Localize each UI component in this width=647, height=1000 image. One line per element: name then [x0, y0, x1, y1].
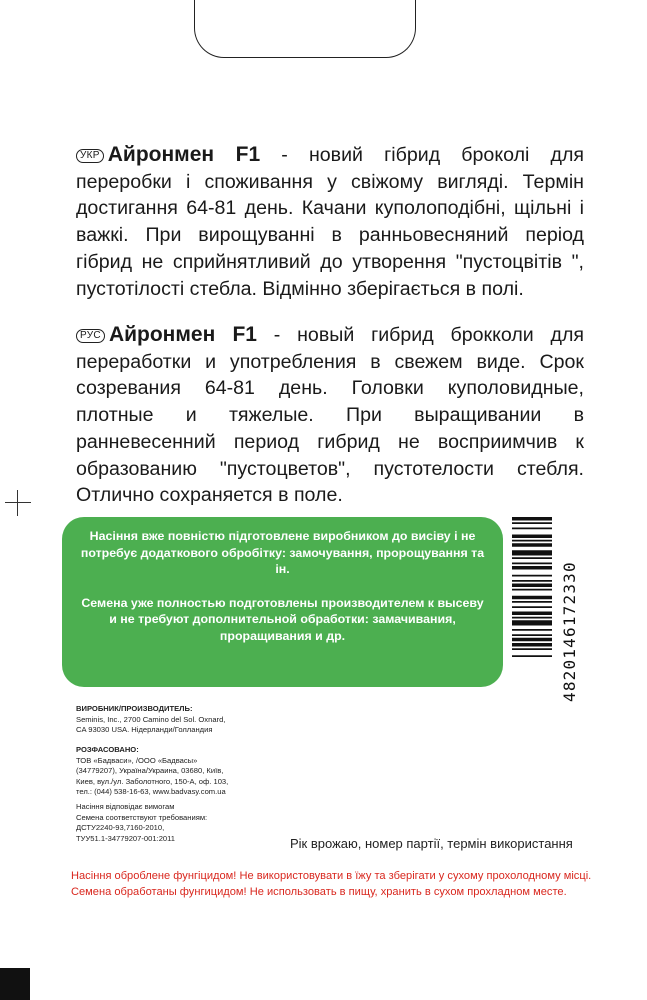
lang-badge-ukr: УКР — [76, 149, 104, 163]
barcode-bar — [512, 620, 552, 625]
barcode — [512, 517, 582, 702]
packer-label: РОЗФАСОВАНО: — [76, 745, 139, 754]
batch-info: Рік врожаю, номер партії, термін використання — [290, 836, 573, 851]
barcode-bar — [512, 580, 552, 582]
barcode-bar — [512, 528, 552, 530]
product-name-ukr: Айронмен F1 — [107, 143, 261, 166]
barcode-bar — [512, 540, 552, 542]
barcode-digits: 4820146172330 — [560, 561, 579, 702]
compliance-line: Семена соответствуют требованиям: — [76, 812, 208, 822]
compliance-line: Насіння відповідає вимогам — [76, 802, 175, 811]
seed-treatment-box — [62, 517, 503, 687]
barcode-bar — [512, 638, 552, 642]
packer-line: Киев, вул./ул. Заболотного, 150-А, оф. 103, — [76, 776, 229, 786]
barcode-bar — [512, 543, 552, 547]
description-text-rus: - новый гибрид брокколи для переработки и употребления в свежем виде. Срок созревания 64-81 день. Головки куполовидные, плотные и тяжелые. При выращивании в ранневесенний период гибрид не восприимчив к образованию "пустоцветов", пустотелости стебля. Отлично сохраняется в поле. — [76, 324, 584, 507]
barcode-bar — [512, 550, 552, 555]
barcode-bar — [512, 557, 552, 559]
seed-treatment-text-rus: Семена уже полностью подготовлены производителем к высеву и не требуют дополнительной обработки: замачивания, проращивания и др. — [81, 595, 484, 643]
barcode-bar — [512, 566, 552, 570]
barcode-bar — [512, 634, 552, 636]
barcode-bar — [512, 612, 552, 616]
lang-badge-rus: РУС — [76, 329, 105, 343]
corner-mark — [0, 968, 30, 1000]
description-russian — [76, 322, 584, 509]
producer-info — [76, 704, 376, 736]
barcode-bars — [512, 517, 554, 702]
producer-line: CA 93030 USA. Нідерланди/Голландия — [76, 725, 213, 735]
barcode-bar — [512, 648, 552, 650]
barcode-bar — [512, 589, 552, 591]
producer-label: ВИРОБНИК/ПРОИЗВОДИТЕЛЬ: — [76, 704, 193, 713]
description-ukrainian — [76, 142, 584, 302]
registration-crosshair-icon — [5, 490, 31, 516]
barcode-bar — [512, 617, 552, 619]
barcode-bar — [512, 563, 552, 565]
seed-treatment-text-ukr: Насіння вже повністю підготовлене виробником до висіву і не потребує додаткового обробітку: замочування, пророщування та ін. — [80, 529, 485, 577]
compliance-line: ДСТУ2240-93,7160-2010, — [76, 823, 165, 833]
product-name-rus: Айронмен F1 — [108, 323, 257, 346]
barcode-bar — [512, 655, 552, 657]
barcode-bar — [512, 643, 552, 647]
barcode-bar — [512, 596, 552, 600]
barcode-bar — [512, 575, 552, 577]
barcode-bar — [512, 517, 552, 521]
barcode-bar — [512, 601, 552, 603]
barcode-bar — [512, 629, 552, 631]
barcode-bar — [512, 535, 552, 539]
packer-line: (34779207), Україна/Украина, 03680, Київ, — [76, 766, 224, 776]
compliance-line: ТУУ51.1-34779207-001:2011 — [76, 833, 176, 843]
barcode-bar — [512, 606, 552, 608]
barcode-bar — [512, 584, 552, 588]
packer-line: тел.: (044) 538-16-63, www.badvasy.com.ua — [76, 787, 226, 797]
fungicide-warning-rus: Семена обработаны фунгицидом! Не использовать в пищу, хранить в сухом прохладном месте. — [71, 886, 567, 898]
packer-line: ТОВ «Бадваси», /ООО «Бадвасы» — [76, 755, 198, 765]
hang-hole-cutout — [194, 0, 416, 58]
producer-line: Seminis, Inc., 2700 Camino del Sol. Oxnard, — [76, 714, 226, 724]
description-text-ukr: - новий гібрид броколі для переробки і споживання у свіжому вигляді. Термін достигання 64-81 день. Качани куполоподібні, щільні і важкі. При вирощуванні в ранньовесняний період гібрид не сприйнятливий до утворення "пустоцвітів ", пустотілості стебла. Відмінно зберігається в полі. — [76, 144, 585, 300]
fungicide-warning-ukr: Насіння оброблене фунгіцидом! Не використовувати в їжу та зберігати у сухому прохолодному місці. — [71, 870, 592, 882]
barcode-bar — [512, 522, 552, 524]
packer-info — [76, 745, 376, 798]
